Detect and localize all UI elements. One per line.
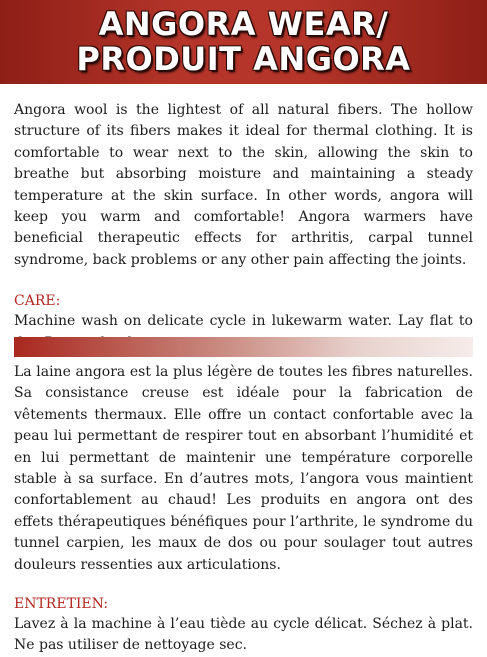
english-section [14, 100, 473, 354]
title-line-french: PRODUIT ANGORA [76, 40, 411, 78]
care-instructions: Machine wash on delicate cycle in lukewarm water. Lay flat to [14, 313, 473, 330]
french-section [14, 362, 473, 657]
entretien-instructions: Lavez à la machine à l’eau tiède au cycle délicat. Séchez à plat. Ne pas utiliser de nettoyage sec. [14, 616, 473, 654]
care-heading: CARE: [14, 293, 61, 310]
section-divider-bar [14, 337, 473, 357]
french-description: La laine angora est la plus légère de toutes les fibres naturelles. Sa consistance creuse est idéale pour la fabrication de vêtements thermaux. Elle offre un contact confortable avec la peau lui permettant de respirer tout en absorbant l’humidité et en lui permettant de maintenir une température corporelle stable à sa surface. En d’autres mots, l’angora vous maintient confortablement au chaud! Les produits en angora ont des effets thérapeutiques bénéfiques pour l’arthrite, le syndrome du tunnel carpien, les maux de dos ou pour soulager tout autres douleurs ressenties aux articulations. [14, 364, 473, 573]
english-description: Angora wool is the lightest of all natural fibers. The hollow structure of its fibers makes it ideal for thermal clothing. It is comfortable to wear next to the skin, allowing the skin to breathe but absorbing moisture and maintaining a steady temperature at the skin surface. In other words, angora will keep you warm and comfortable! Angora warmers have beneficial therapeutic effects for arthritis, carpal tunnel syndrome, back problems or any other pain affecting the joints. [14, 102, 473, 268]
title-banner [0, 0, 487, 84]
entretien-heading: ENTRETIEN: [14, 596, 109, 613]
title-line-english: ANGORA WEAR/ [98, 5, 389, 43]
